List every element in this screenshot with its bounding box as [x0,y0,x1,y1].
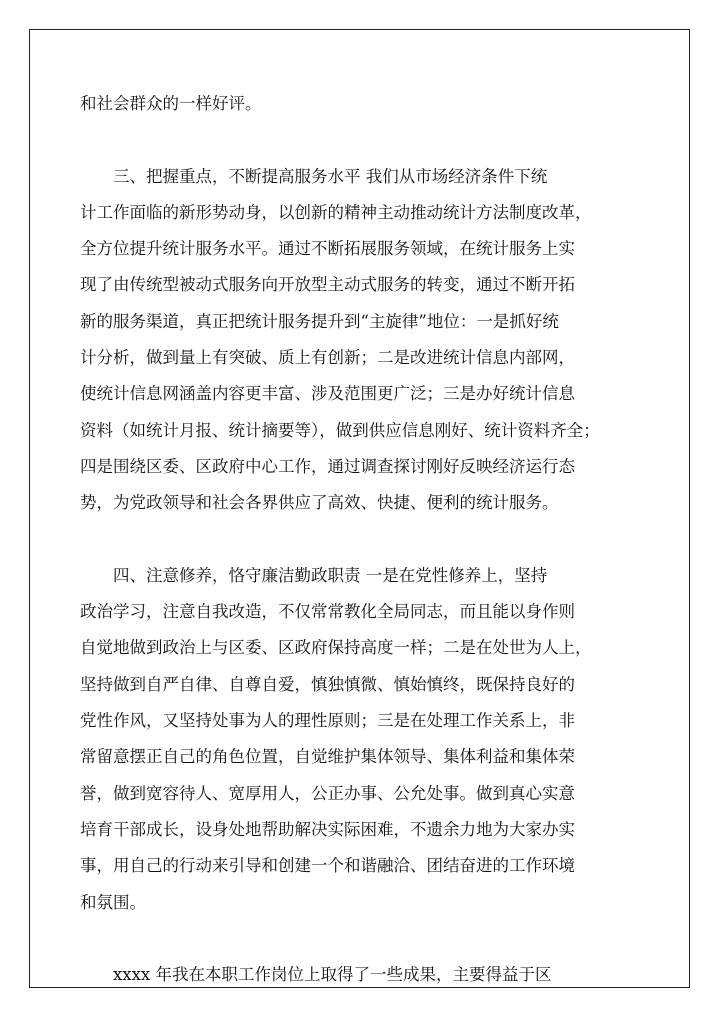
text-line: 四是围绕区委、区政府中心工作，通过调查探讨刚好反映经济运行态 [80,456,575,476]
text-line: 培育干部成长，设身处地帮助解决实际困难，不遗余力地为大家办实 [80,819,575,839]
text-line: 党性作风，又坚持处事为人的理性原则；三是在处理工作关系上，非 [80,711,575,731]
text-line: 事，用自己的行动来引导和创建一个和谐融洽、团结奋进的工作环境 [80,856,575,876]
text-line: 现了由传统型被动式服务向开放型主动式服务的转变，通过不断开拓 [80,275,575,295]
text-line: 使统计信息网涵盖内容更丰富、涉及范围更广泛；三是办好统计信息 [80,384,575,404]
text-line: 势，为党政领导和社会各界供应了高效、快捷、便利的统计服务。 [80,493,559,513]
text-line: 资料（如统计月报、统计摘要等），做到供应信息刚好、统计资料齐全； [80,420,600,440]
text-line: 政治学习，注意自我改造，不仅常常教化全局同志，而且能以身作则 [80,602,575,622]
text-line: 计分析，做到量上有突破、质上有创新；二是改进统计信息内部网， [80,348,575,368]
text-line: 坚持做到自严自律、自尊自爱，慎独慎微、慎始慎终，既保持良好的 [80,674,575,694]
text-line: 全方位提升统计服务水平。通过不断拓展服务领域，在统计服务上实 [80,239,575,259]
text-line: 和社会群众的一样好评。 [80,94,262,113]
text-line: 三、把握重点，不断提高服务水平 我们从市场经济条件下统 [80,166,548,186]
document-body [80,86,625,993]
text-line: 计工作面临的新形势动身，以创新的精神主动推动统计方法制度改革， [80,202,592,222]
text-line: 自觉地做到政治上与区委、区政府保持高度一样；二是在处世为人上， [80,638,592,658]
blank-line [80,122,625,158]
text-line: 新的服务渠道，真正把统计服务提升到“主旋律”地位：一是抓好统 [80,311,559,331]
text-line: 和氛围。 [80,892,146,912]
text-line: 誉，做到宽容待人、宽厚用人，公正办事、公允处事。做到真心实意 [80,783,575,803]
blank-line [80,522,625,558]
blank-line [80,921,625,957]
text-line: xxxx 年我在本职工作岗位上取得了一些成果，主要得益于区 [80,965,552,985]
text-line: 常留意摆正自己的角色位置，自觉维护集体领导、集体利益和集体荣 [80,747,575,767]
text-line: 四、注意修养，恪守廉洁勤政职责 一是在党性修养上，坚持 [80,565,548,585]
